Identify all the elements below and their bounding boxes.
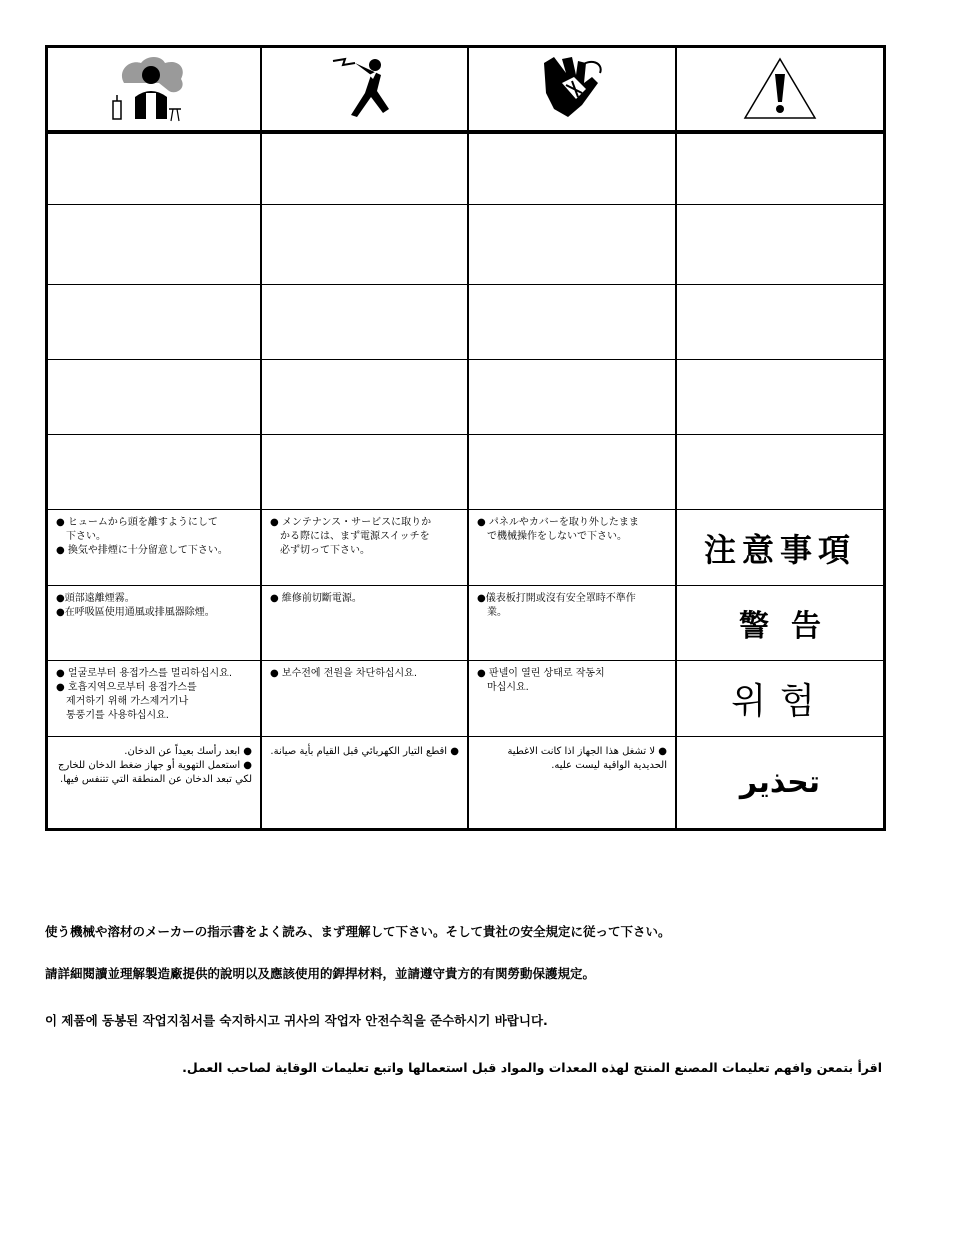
zh-warning-title: 警告 bbox=[739, 609, 843, 644]
ar-shock-text: ● اقطع التيار الكهربائي قبل القيام بأية صيانة. bbox=[270, 746, 459, 757]
shock-cell bbox=[260, 48, 467, 130]
fumes-cell bbox=[48, 48, 260, 130]
empty-row bbox=[48, 284, 883, 359]
safety-warning-table bbox=[45, 45, 886, 831]
japanese-row bbox=[48, 509, 883, 585]
fumes-icon bbox=[99, 53, 209, 125]
electric-shock-icon bbox=[325, 53, 405, 125]
instruction-arabic: اقرأ بتمعن وافهم تعليمات المصنع المنتج لهذه المعدات والمواد قبل استعمالها واتبع تعليمات الوقاية لصاحب العمل. bbox=[182, 1060, 882, 1075]
empty-row bbox=[48, 359, 883, 434]
ar-moving-parts-text: ● لا تشغل هذا الجهاز اذا كانت الاغطية الحديدية الواقية ليست عليه. bbox=[507, 746, 667, 771]
warning-cell bbox=[675, 48, 883, 130]
empty-row bbox=[48, 130, 883, 204]
ko-warning-title: 위험 bbox=[731, 681, 829, 722]
ko-shock-text: ● 보수전에 전원을 차단하십시요. bbox=[270, 668, 418, 679]
ja-fumes-text: ● ヒュームから頭を離すようにして 下さい。 ● 換気や排煙に十分留意して下さい。 bbox=[56, 517, 228, 556]
ko-fumes-text: ● 얼굴로부터 용접가스를 멀리하십시요. ● 호흡지역으로부터 용접가스를 제거하기 위해 가스제거기나 통풍기를 사용하십시요. bbox=[56, 668, 233, 721]
zh-moving-parts-text: ●儀表板打開或沒有安全罩時不準作 業。 bbox=[477, 593, 636, 618]
ja-shock-text: ● メンテナンス・サービスに取りか かる際には、まず電源スイッチを 必ず切って下さい。 bbox=[270, 517, 432, 556]
zh-shock-text: ● 維修前切斷電源。 bbox=[270, 593, 362, 604]
korean-row bbox=[48, 660, 883, 736]
arabic-row bbox=[48, 736, 883, 828]
icon-row bbox=[48, 48, 883, 130]
moving-parts-cell bbox=[467, 48, 675, 130]
empty-row bbox=[48, 434, 883, 509]
instruction-japanese: 使う機械や溶材のメーカーの指示書をよく読み、まず理解して下さい。そして貴社の安全規定に従って下さい。 bbox=[45, 924, 671, 939]
ar-fumes-text: ● ابعد رأسك بعيداً عن الدخان. ● استعمل التهوية أو جهاز ضغط الدخان للخارج لكي تبعد الدخان عن المنطقة التي تتنفس فيها. bbox=[58, 746, 252, 785]
zh-fumes-text: ●頭部遠離煙霧。 ●在呼吸區使用通風或排風器除煙。 bbox=[56, 593, 215, 618]
ar-warning-title: تحذير bbox=[739, 765, 821, 800]
instruction-chinese: 請詳細閱讀並理解製造廠提供的說明以及應該使用的銲捍材料，並請遵守貴方的有関勞動保護規定。 bbox=[45, 966, 596, 981]
empty-row bbox=[48, 204, 883, 284]
ko-moving-parts-text: ● 판넬이 열린 상태로 작동치 마십시요. bbox=[477, 668, 605, 693]
moving-parts-hand-icon bbox=[532, 53, 612, 125]
instruction-korean: 이 제품에 동봉된 작업지침서를 숙지하시고 귀사의 작업자 안전수칙을 준수하시기 바랍니다. bbox=[45, 1013, 548, 1028]
ja-moving-parts-text: ● パネルやカバーを取り外したまま で機械操作をしないで下さい。 bbox=[477, 517, 639, 542]
chinese-row bbox=[48, 585, 883, 660]
ja-warning-title: 注意事項 bbox=[703, 530, 856, 569]
warning-triangle-icon bbox=[742, 56, 818, 122]
